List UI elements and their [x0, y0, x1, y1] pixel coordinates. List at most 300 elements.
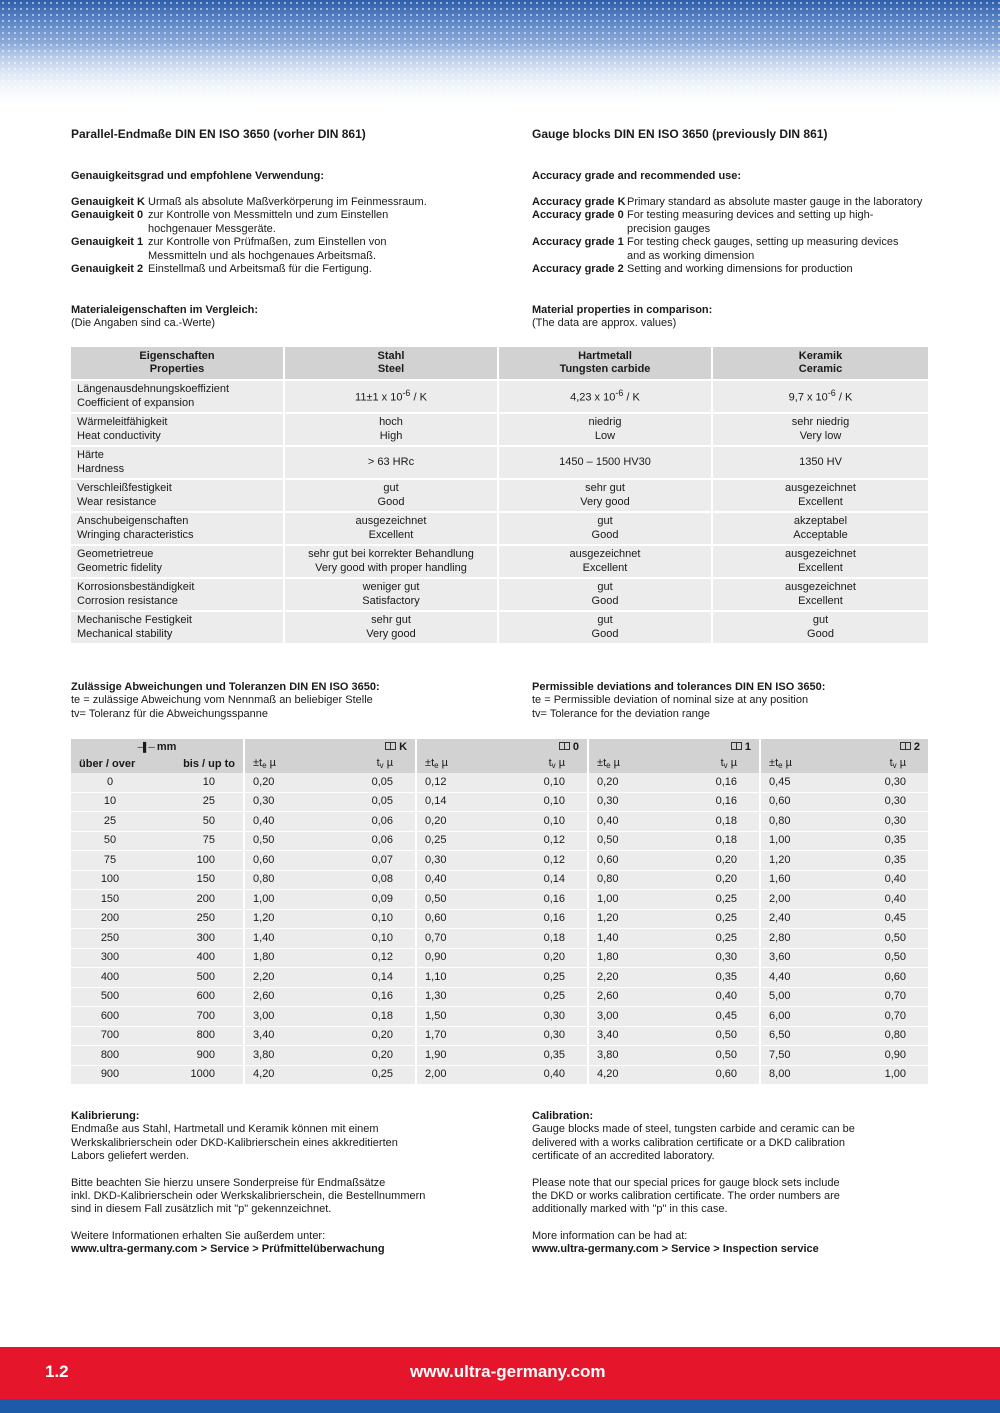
tolerance-cell: 6,00 [759, 1007, 845, 1027]
micro-unit: µ [730, 756, 738, 769]
tolerance-cell: 6,50 [759, 1027, 845, 1047]
tolerance-row [71, 929, 928, 949]
calibration-de [71, 1110, 491, 1257]
material-properties-table [71, 347, 928, 645]
accuracy-desc-line: and as working dimension [627, 249, 755, 262]
footer-strip [0, 1399, 1000, 1413]
material-row [71, 447, 928, 480]
material-value: weniger gut [362, 581, 420, 594]
calibration-text-de-2 [71, 1177, 491, 1217]
material-value: gut [597, 581, 613, 594]
material-header-text: Eigenschaften [139, 349, 215, 362]
property-name: Hardness [77, 462, 125, 475]
te-subscript: e [778, 760, 783, 770]
accuracy-item [71, 263, 491, 276]
accuracy-label: Accuracy grade K [532, 196, 626, 208]
grade-header [759, 739, 928, 756]
tolerance-cell: 0,40 [501, 1066, 587, 1086]
material-value: Excellent [368, 528, 414, 541]
tolerance-cell: 2,60 [243, 988, 329, 1008]
accuracy-desc-line: zur Kontrolle von Prüfmaßen, zum Einstellen von [148, 236, 387, 249]
material-value: sehr gut [371, 614, 411, 627]
tolerance-cell: 1,10 [415, 968, 501, 988]
tolerance-cell: 0,35 [673, 968, 759, 988]
accuracy-label: Accuracy grade 2 [532, 263, 624, 276]
material-value-cell [713, 579, 928, 612]
material-value: gut [383, 482, 399, 495]
tolerance-cell: 2,00 [759, 890, 845, 910]
tv-subscript: v [892, 760, 897, 770]
value-unit: / K [835, 392, 853, 405]
tolerance-cell: 0,25 [329, 1066, 415, 1086]
material-note-en: (The data are approx. values) [532, 317, 677, 330]
tolerance-cell: 0,08 [329, 871, 415, 891]
material-value: sehr niedrig [791, 416, 850, 429]
tolerance-cell: 4,20 [243, 1066, 329, 1086]
tolerance-cell: 2,20 [587, 968, 673, 988]
tolerance-cell: 1,00 [587, 890, 673, 910]
accuracy-desc-line: Urmaß als absolute Maßverkörperung im Feinmessraum. [148, 196, 427, 208]
title-en: Gauge blocks DIN EN ISO 3650 (previously DIN 861) [532, 127, 828, 141]
accuracy-desc-line: For testing measuring devices and setting up high- [627, 209, 874, 222]
size-range-header [71, 739, 243, 756]
material-value-cell [713, 612, 928, 645]
tolerance-cell: 3,80 [587, 1046, 673, 1066]
material-value-cell [713, 414, 928, 447]
tolerance-cell: 0,14 [329, 968, 415, 988]
tolerance-note1-de: te = zulässige Abweichung vom Nennmaß an beliebiger Stelle [71, 694, 373, 707]
calibration-line: inkl. DKD-Kalibrierschein oder Werkskalibrierschein, die Bestellnummern [71, 1190, 426, 1203]
material-value-cell [499, 480, 713, 513]
tolerance-cell: 4,40 [759, 968, 845, 988]
grade-label: 2 [913, 740, 921, 753]
accuracy-list-de [71, 196, 491, 276]
material-value-cell [499, 546, 713, 579]
calibration-line: certificate of an accredited laboratory. [532, 1150, 715, 1163]
material-value: Satisfactory [362, 594, 420, 607]
micro-unit: µ [613, 756, 620, 769]
tolerance-row [71, 871, 928, 891]
value-exponent: -6 [402, 388, 411, 399]
te-header [415, 756, 501, 773]
material-value: sehr gut bei korrekter Behandlung [308, 548, 474, 561]
te-header [759, 756, 845, 773]
tolerance-cell: 0,30 [845, 793, 928, 813]
tolerance-intro-en [532, 681, 952, 721]
tolerance-cell: 250 [159, 910, 243, 930]
property-cell [71, 414, 285, 447]
gauge-block-icon [559, 742, 570, 750]
tolerance-cell: 0,16 [673, 773, 759, 793]
tolerance-cell: 400 [71, 968, 159, 988]
tolerance-note2-de: tv= Toleranz für die Abweichungsspanne [71, 707, 269, 720]
calibration-heading-en: Calibration: [532, 1110, 594, 1122]
tolerance-cell: 0,80 [243, 871, 329, 891]
property-name: Geometrietreue [77, 548, 154, 561]
tolerance-cell: 0,20 [329, 1027, 415, 1047]
footer-url[interactable]: www.ultra-germany.com [410, 1362, 606, 1381]
tolerance-cell: 0,50 [845, 949, 928, 969]
value-base: 11±1 x 10 [355, 392, 403, 405]
material-value-cell [285, 381, 499, 414]
accuracy-heading-en: Accuracy grade and recommended use: [532, 170, 742, 182]
tolerance-row [71, 1066, 928, 1086]
material-value: niedrig [588, 416, 622, 429]
te-subscript: e [606, 760, 611, 770]
tolerance-cell: 0,20 [243, 773, 329, 793]
tolerance-cell: 0,14 [415, 793, 501, 813]
material-value-cell [285, 546, 499, 579]
material-value-cell [713, 381, 928, 414]
accuracy-item [532, 236, 952, 263]
material-value: Good [377, 495, 405, 508]
tolerance-cell: 0,25 [501, 968, 587, 988]
material-value-cell [499, 513, 713, 546]
tolerance-cell: 1,90 [415, 1046, 501, 1066]
property-name: Coefficient of expansion [77, 396, 195, 409]
tolerance-cell: 3,40 [587, 1027, 673, 1047]
calibration-more-en: More information can be had at: [532, 1229, 688, 1242]
gauge-block-icon [385, 742, 396, 750]
tv-symbol: t [720, 756, 724, 769]
accuracy-desc-line: Setting and working dimensions for production [627, 263, 853, 276]
micro-unit: µ [899, 756, 907, 769]
tolerance-cell: 1,00 [845, 1066, 928, 1086]
calibration-line: delivered with a works calibration certificate or a DKD calibration [532, 1136, 846, 1149]
tolerance-cell: 1,40 [587, 929, 673, 949]
micro-unit: µ [558, 756, 566, 769]
tolerance-cell: 0,05 [329, 793, 415, 813]
material-value-cell [499, 447, 713, 480]
accuracy-item [532, 196, 952, 209]
material-value: Good [591, 594, 619, 607]
tolerance-cell: 0,60 [759, 793, 845, 813]
tolerance-cell: 25 [159, 793, 243, 813]
material-value: Excellent [798, 561, 843, 574]
tolerance-cell: 0,30 [501, 1027, 587, 1047]
tolerance-cell: 0,90 [415, 949, 501, 969]
tolerance-cell: 0,50 [587, 832, 673, 852]
tolerance-cell: 0,70 [415, 929, 501, 949]
property-cell [71, 480, 285, 513]
accuracy-desc [148, 236, 386, 263]
property-name: Wringing characteristics [77, 528, 194, 541]
material-value-cell [499, 579, 713, 612]
tolerance-cell: 8,00 [759, 1066, 845, 1086]
tolerance-cell: 1,20 [243, 910, 329, 930]
property-cell [71, 579, 285, 612]
tolerance-cell: 50 [159, 812, 243, 832]
tolerance-cell: 0,60 [587, 851, 673, 871]
material-heading-en: Material properties in comparison: [532, 304, 713, 316]
accuracy-item [71, 196, 491, 209]
property-cell [71, 612, 285, 645]
tolerance-row [71, 949, 928, 969]
upto-header: bis / up to [159, 756, 243, 773]
material-header-text: Tungsten carbide [559, 363, 651, 375]
material-value: Excellent [798, 495, 843, 508]
tolerance-cell: 250 [71, 929, 159, 949]
tolerance-cell: 1,00 [243, 890, 329, 910]
calibration-line: Labors geliefert werden. [71, 1150, 190, 1163]
tolerance-row [71, 1046, 928, 1066]
tolerance-cell: 0,40 [587, 812, 673, 832]
tolerance-cell: 900 [159, 1046, 243, 1066]
material-value-cell [499, 612, 713, 645]
tolerance-cell: 0,25 [673, 890, 759, 910]
tolerance-cell: 0,30 [673, 949, 759, 969]
property-cell [71, 447, 285, 480]
accuracy-label: Accuracy grade 0 [532, 209, 624, 222]
tolerance-cell: 0,25 [673, 929, 759, 949]
micro-unit: µ [269, 756, 276, 769]
tolerance-cell: 0,10 [329, 929, 415, 949]
value-exponent: -6 [827, 388, 836, 399]
material-row [71, 381, 928, 414]
tolerance-cell: 0,16 [673, 793, 759, 813]
calibration-link-de[interactable]: www.ultra-germany.com > Service > Prüfmittelüberwachung [71, 1243, 385, 1256]
tolerance-cell: 0,09 [329, 890, 415, 910]
accuracy-item [532, 263, 952, 276]
property-name: Korrosionsbeständigkeit [77, 581, 195, 594]
tolerance-cell: 0,25 [673, 910, 759, 930]
value-unit: / K [623, 392, 640, 405]
material-value-cell [713, 480, 928, 513]
micro-unit: µ [785, 756, 792, 769]
property-name: Längenausdehnungskoeffizient [77, 383, 230, 396]
tolerance-cell: 2,60 [587, 988, 673, 1008]
tolerance-cell: 50 [71, 832, 159, 852]
material-value-cell [499, 381, 713, 414]
tolerance-cell: 0,12 [415, 773, 501, 793]
tolerance-cell: 0,20 [587, 773, 673, 793]
tolerance-cell: 0,35 [845, 832, 928, 852]
tolerance-cell: 0,30 [415, 851, 501, 871]
material-value: Good [591, 627, 619, 640]
material-value: akzeptabel [793, 515, 848, 528]
material-value: Excellent [582, 561, 628, 574]
material-value-cell [713, 513, 928, 546]
tolerance-cell: 0,60 [415, 910, 501, 930]
tolerance-cell: 0,45 [759, 773, 845, 793]
accuracy-heading-de: Genauigkeitsgrad und empfohlene Verwendung: [71, 170, 325, 182]
tolerance-cell: 0,80 [845, 1027, 928, 1047]
material-intro-en [532, 304, 952, 331]
tolerance-cell: 600 [71, 1007, 159, 1027]
tv-symbol: t [889, 756, 893, 769]
accuracy-desc-line: hochgenauer Messgeräte. [148, 222, 276, 235]
calibration-line: Bitte beachten Sie hierzu unsere Sonderpreise für Endmaßsätze [71, 1176, 386, 1189]
tolerance-cell: 0,20 [673, 871, 759, 891]
value-exponent: -6 [615, 388, 624, 399]
tolerance-cell: 0,12 [501, 832, 587, 852]
micro-unit: µ [386, 756, 394, 769]
material-value-cell [499, 414, 713, 447]
material-value: ausgezeichnet [355, 515, 427, 528]
property-name: Wear resistance [77, 495, 157, 508]
tolerance-cell: 2,20 [243, 968, 329, 988]
tolerance-heading-en: Permissible deviations and tolerances DIN EN ISO 3650: [532, 681, 826, 693]
tolerance-cell: 0,05 [329, 773, 415, 793]
accuracy-item [71, 209, 491, 236]
accuracy-list-en [532, 196, 952, 276]
tolerance-cell: 500 [71, 988, 159, 1008]
property-name: Anschubeigenschaften [77, 515, 189, 528]
material-value: ausgezeichnet [785, 581, 856, 594]
value-base: 4,23 x 10 [570, 392, 616, 405]
tolerance-cell: 200 [159, 890, 243, 910]
tolerance-cell: 1,20 [759, 851, 845, 871]
material-value: Low [594, 429, 616, 442]
tolerance-row [71, 1027, 928, 1047]
calibration-text-en-2 [532, 1177, 952, 1217]
tolerance-cell: 5,00 [759, 988, 845, 1008]
tolerance-cell: 0,12 [501, 851, 587, 871]
tolerance-cell: 300 [159, 929, 243, 949]
accuracy-desc [627, 196, 922, 209]
material-header-cell [71, 347, 285, 381]
tolerance-cell: 7,50 [759, 1046, 845, 1066]
gauge-block-icon [900, 742, 911, 750]
tolerance-cell: 400 [159, 949, 243, 969]
property-name: Verschleißfestigkeit [77, 482, 172, 495]
tolerance-cell: 0,30 [845, 773, 928, 793]
te-symbol: ±t [425, 756, 435, 769]
tv-subscript: v [723, 760, 728, 770]
tolerance-cell: 0,10 [501, 793, 587, 813]
accuracy-desc-line: zur Kontrolle von Messmitteln und zum Einstellen [148, 209, 389, 222]
tolerance-row [71, 773, 928, 793]
calibration-en [532, 1110, 952, 1257]
material-heading-de: Materialeigenschaften im Vergleich: [71, 304, 259, 316]
material-value: ausgezeichnet [569, 548, 641, 561]
tolerance-cell: 0,35 [845, 851, 928, 871]
calibration-line: Gauge blocks made of steel, tungsten carbide and ceramic can be [532, 1123, 855, 1136]
tolerance-cell: 0,50 [673, 1046, 759, 1066]
tolerance-cell: 4,20 [587, 1066, 673, 1086]
accuracy-desc-line: precision gauges [627, 222, 711, 235]
tolerance-cell: 0,40 [415, 871, 501, 891]
material-value: > 63 HRc [367, 455, 415, 468]
tolerance-cell: 0,06 [329, 812, 415, 832]
accuracy-label: Genauigkeit 1 [71, 236, 144, 249]
material-table-header [71, 347, 928, 381]
tolerance-cell: 0,60 [243, 851, 329, 871]
tolerance-cell: 2,80 [759, 929, 845, 949]
tolerance-table [71, 739, 928, 1085]
property-name: Corrosion resistance [77, 594, 178, 607]
calibration-line: Werkskalibrierschein oder DKD-Kalibrierschein eines akkreditierten [71, 1136, 398, 1149]
tolerance-header-row-2 [71, 756, 928, 773]
tolerance-cell: 700 [159, 1007, 243, 1027]
calibration-heading-de: Kalibrierung: [71, 1110, 140, 1122]
grade-label: 1 [744, 740, 752, 753]
property-cell [71, 513, 285, 546]
calibration-line: the DKD or works calibration certificate. The order numbers are [532, 1190, 840, 1203]
tolerance-cell: 0,10 [501, 773, 587, 793]
material-header-text: Ceramic [798, 363, 843, 375]
tolerance-cell: 25 [71, 812, 159, 832]
tolerance-row [71, 832, 928, 852]
material-note-de: (Die Angaben sind ca.-Werte) [71, 317, 216, 330]
material-value: Very good with proper handling [315, 561, 467, 574]
accuracy-desc [627, 209, 873, 236]
accuracy-label: Genauigkeit K [71, 196, 145, 208]
tv-symbol: t [376, 756, 380, 769]
grade-label: K [399, 740, 408, 753]
material-value: sehr gut [585, 482, 625, 495]
material-header-cell [713, 347, 928, 381]
tolerance-cell: 0,40 [845, 890, 928, 910]
tolerance-heading-de: Zulässige Abweichungen und Toleranzen DIN EN ISO 3650: [71, 681, 380, 693]
tolerance-row [71, 910, 928, 930]
accuracy-label: Accuracy grade 1 [532, 236, 624, 249]
accuracy-desc-line: Messmitteln und als hochgenaues Arbeitsmaß. [148, 249, 377, 262]
tolerance-cell: 3,40 [243, 1027, 329, 1047]
tolerance-cell: 0,25 [501, 988, 587, 1008]
tolerance-cell: 0,18 [501, 929, 587, 949]
over-header: über / over [71, 756, 159, 773]
tolerance-cell: 0,20 [501, 949, 587, 969]
tolerance-cell: 0,30 [587, 793, 673, 813]
tolerance-cell: 0 [71, 773, 159, 793]
dimension-icon: ─▌─ [137, 741, 154, 752]
tolerance-cell: 1,00 [759, 832, 845, 852]
page-number: 1.2 [45, 1362, 69, 1381]
material-value: Good [807, 627, 834, 640]
tv-header [329, 756, 415, 773]
material-value: High [379, 429, 403, 442]
calibration-more-de: Weitere Informationen erhalten Sie außerdem unter: [71, 1229, 326, 1242]
accuracy-desc [627, 263, 853, 276]
grade-label: 0 [572, 740, 580, 753]
tolerance-cell: 0,14 [501, 871, 587, 891]
tolerance-cell: 0,40 [845, 871, 928, 891]
material-value: Good [591, 528, 619, 541]
tolerance-cell: 0,40 [243, 812, 329, 832]
material-value-cell [285, 480, 499, 513]
tolerance-cell: 0,16 [329, 988, 415, 1008]
tolerance-cell: 900 [71, 1066, 159, 1086]
tolerance-cell: 0,18 [673, 832, 759, 852]
accuracy-label: Genauigkeit 0 [71, 209, 144, 222]
te-symbol: ±t [769, 756, 779, 769]
accuracy-item [532, 209, 952, 236]
tolerance-cell: 3,80 [243, 1046, 329, 1066]
tolerance-cell: 1,60 [759, 871, 845, 891]
accuracy-desc-line: For testing check gauges, setting up measuring devices [627, 236, 899, 249]
value-base: 9,7 x 10 [788, 392, 828, 405]
tolerance-cell: 1,70 [415, 1027, 501, 1047]
grade-header [243, 739, 415, 756]
tolerance-cell: 3,00 [243, 1007, 329, 1027]
tolerance-row [71, 1007, 928, 1027]
tolerance-cell: 0,50 [845, 929, 928, 949]
calibration-link-en[interactable]: www.ultra-germany.com > Service > Inspection service [532, 1243, 819, 1256]
tolerance-cell: 0,40 [673, 988, 759, 1008]
tolerance-cell: 0,16 [501, 910, 587, 930]
material-header-cell [499, 347, 713, 381]
calibration-line: Endmaße aus Stahl, Hartmetall und Keramik können mit einem [71, 1123, 379, 1136]
te-subscript: e [434, 760, 439, 770]
material-header-cell [285, 347, 499, 381]
tolerance-cell: 0,35 [501, 1046, 587, 1066]
tolerance-cell: 1,80 [587, 949, 673, 969]
grade-header [587, 739, 759, 756]
material-row [71, 513, 928, 546]
tolerance-cell: 0,20 [415, 812, 501, 832]
tolerance-cell: 1000 [159, 1066, 243, 1086]
